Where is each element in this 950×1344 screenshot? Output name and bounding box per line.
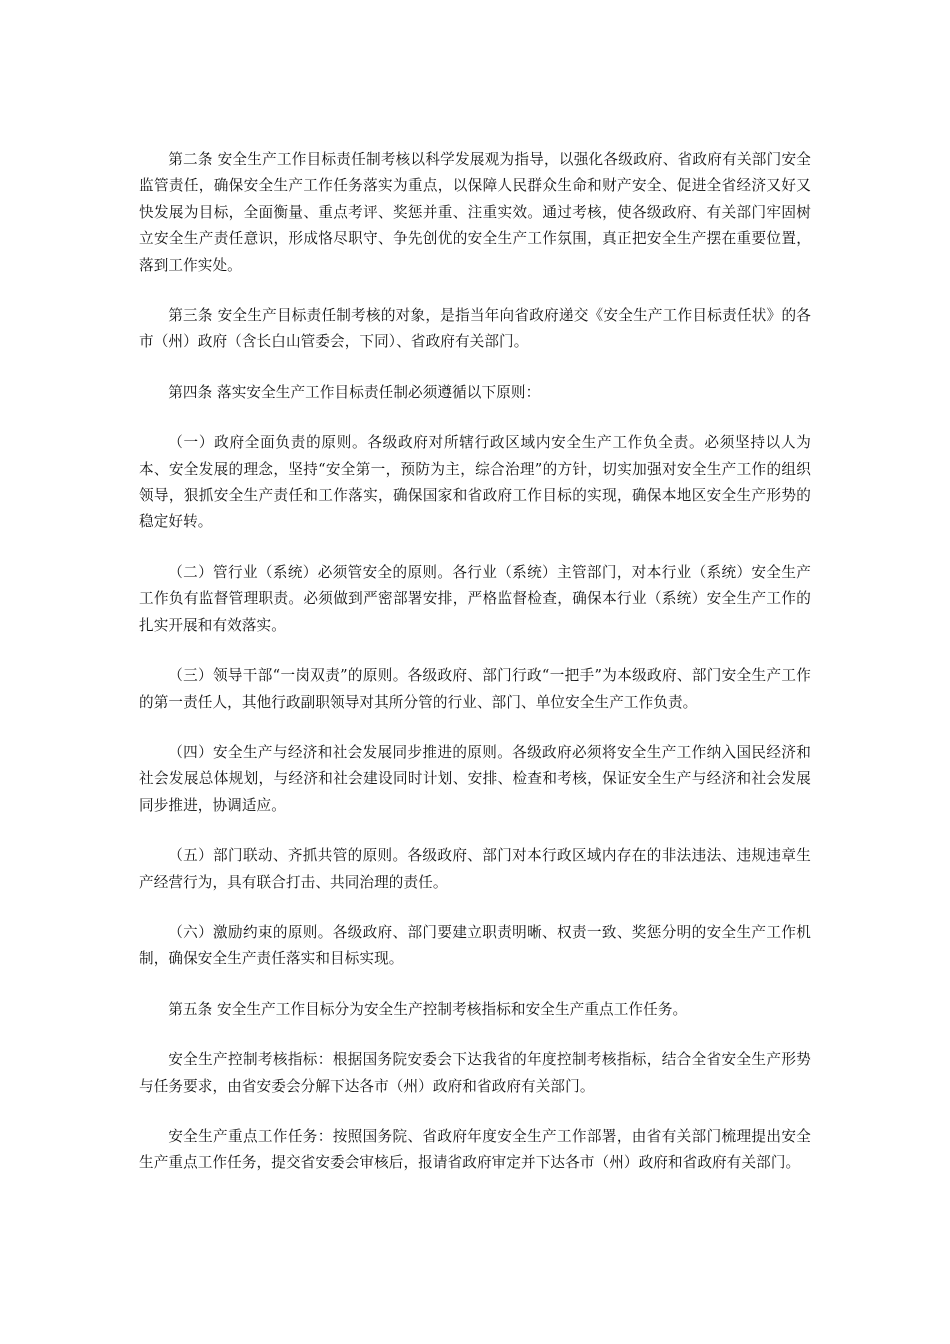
principle-3-paragraph: （三）领导干部“一岗双责”的原则。各级政府、部门行政“一把手”为本级政府、部门安全生产工作的第一责任人，其他行政副职领导对其所分管的行业、部门、单位安全生产工作负责。 (139, 667, 811, 711)
principle-4-paragraph: （四）安全生产与经济和社会发展同步推进的原则。各级政府必须将安全生产工作纳入国民经济和社会发展总体规划，与经济和社会建设同时计划、安排、检查和考核，保证安全生产与经济和社会发展同步推进，协调适应。 (139, 743, 811, 814)
control-indicators-paragraph: 安全生产控制考核指标：根据国务院安委会下达我省的年度控制考核指标，结合全省安全生产形势与任务要求，由省安委会分解下达各市（州）政府和省政府有关部门。 (139, 1051, 811, 1095)
article-4-paragraph: 第四条 落实安全生产工作目标责任制必须遵循以下原则： (168, 383, 541, 401)
key-tasks-paragraph: 安全生产重点工作任务：按照国务院、省政府年度安全生产工作部署，由省有关部门梳理提出安全生产重点工作任务，提交省安委会审核后，报请省政府审定并下达各市（州）政府和省政府有关部门。 (139, 1127, 811, 1172)
principle-6-paragraph: （六）激励约束的原则。各级政府、部门要建立职责明晰、权责一致、奖惩分明的安全生产工作机制，确保安全生产责任落实和目标实现。 (139, 923, 811, 968)
article-3-paragraph: 第三条 安全生产目标责任制考核的对象，是指当年向省政府递交《安全生产工作目标责任状》的各市（州）政府（含长白山管委会，下同）、省政府有关部门。 (139, 307, 811, 351)
principle-1-paragraph: （一）政府全面负责的原则。各级政府对所辖行政区域内安全生产工作负全责。必须坚持以人为本、安全发展的理念，坚持“安全第一，预防为主，综合治理”的方针，切实加强对安全生产工作的组织领导，狠抓安全生产责任和工作落实，确保国家和省政府工作目标的实现，确保本地区安全生产形势的稳定好转。 (139, 434, 811, 531)
article-2-paragraph: 第二条 安全生产工作目标责任制考核以科学发展观为指导，以强化各级政府、省政府有关部门安全监管责任，确保安全生产工作任务落实为重点，以保障人民群众生命和财产安全、促进全省经济又好又快发展为目标，全面衡量、重点考评、奖惩并重、注重实效。通过考核，使各级政府、有关部门牢固树立安全生产责任意识，形成恪尽职守、争先创优的安全生产工作氛围，真正把安全生产摆在重要位置，落到工作实处。 (139, 151, 811, 274)
principle-5-paragraph: （五）部门联动、齐抓共管的原则。各级政府、部门对本行政区域内存在的非法违法、违规违章生产经营行为，具有联合打击、共同治理的责任。 (139, 847, 811, 891)
document-body (139, 147, 811, 1201)
article-5-paragraph: 第五条 安全生产工作目标分为安全生产控制考核指标和安全生产重点工作任务。 (168, 1000, 688, 1018)
principle-2-paragraph: （二）管行业（系统）必须管安全的原则。各行业（系统）主管部门，对本行业（系统）安全生产工作负有监督管理职责。必须做到严密部署安排，严格监督检查，确保本行业（系统）安全生产工作的扎实开展和有效落实。 (139, 563, 811, 634)
